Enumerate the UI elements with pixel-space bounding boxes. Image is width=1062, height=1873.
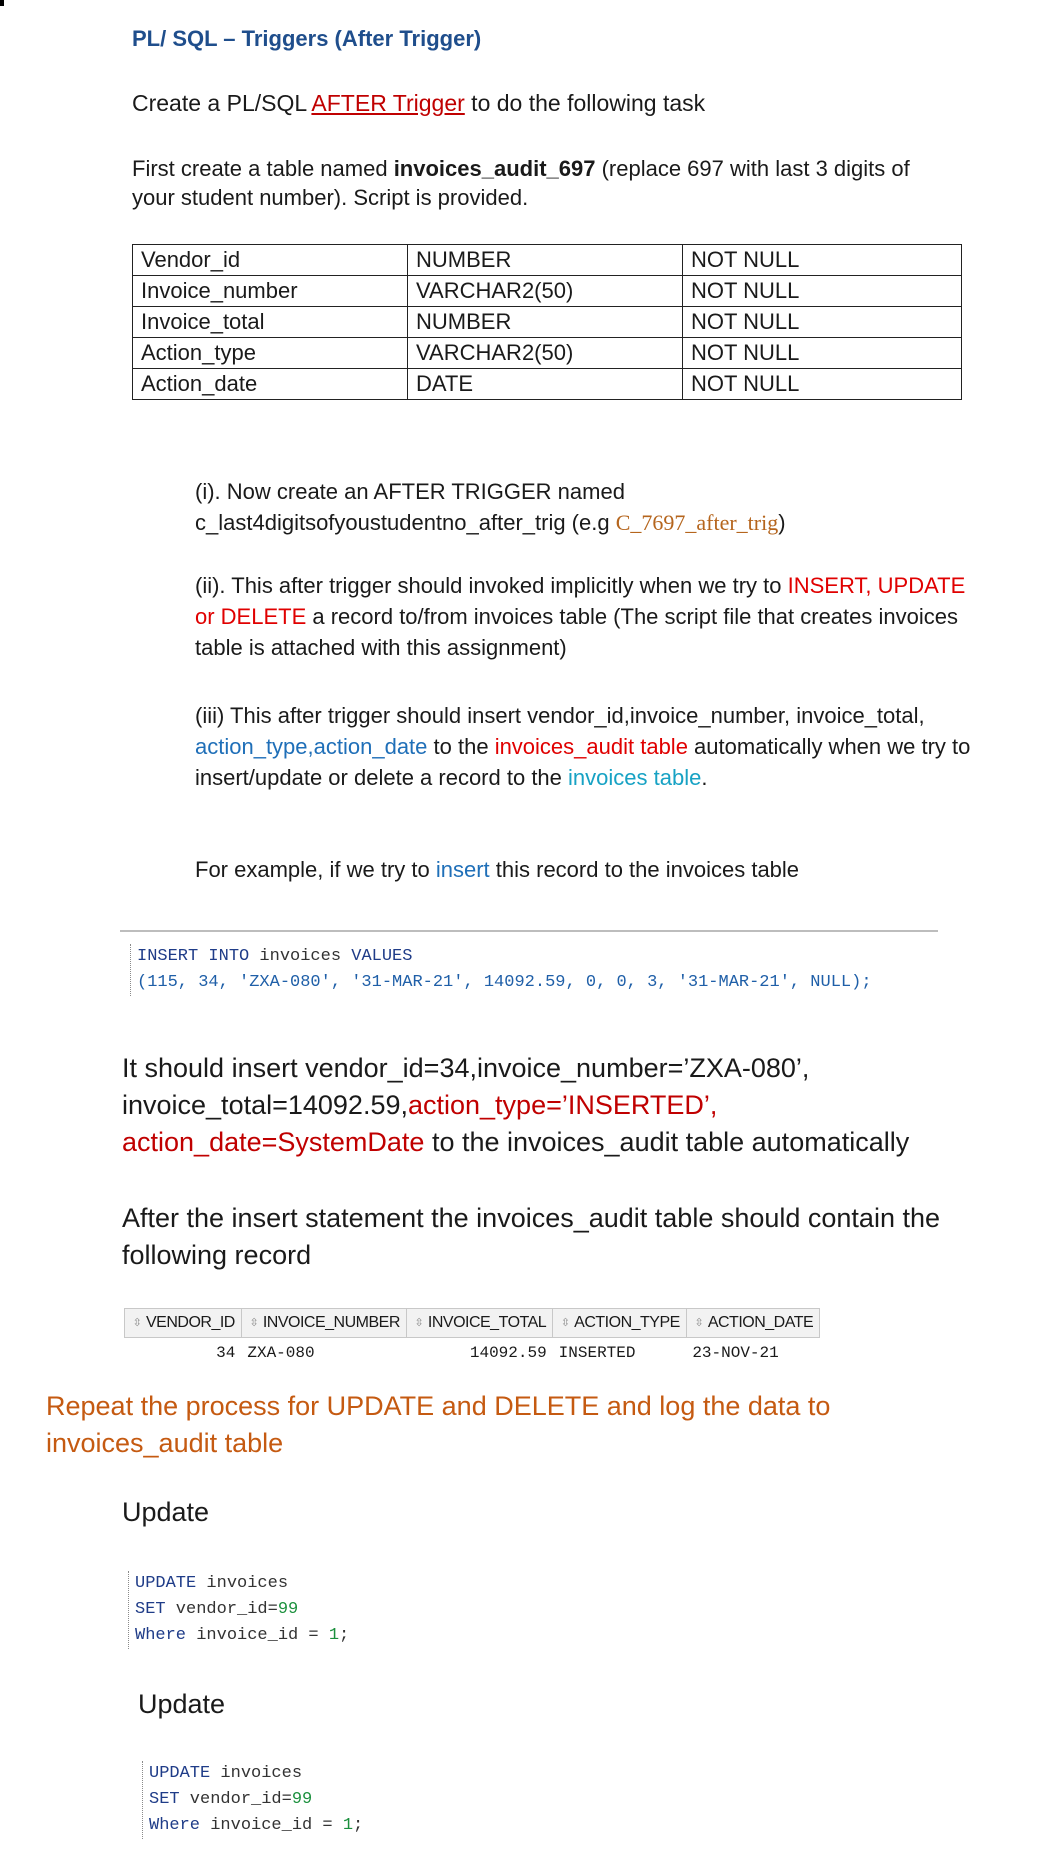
column-name-cell: Action_type xyxy=(133,338,408,369)
example-intro xyxy=(195,854,975,885)
table-row xyxy=(133,369,962,400)
intro-text: Create a PL/SQL xyxy=(132,90,312,116)
sort-icon[interactable]: ⇳ xyxy=(249,1317,259,1330)
audit-result-grid xyxy=(124,1308,820,1368)
code-line-1 xyxy=(135,1571,349,1597)
p3-c: automatically when we try to insert/update or delete a record to the xyxy=(195,734,971,790)
column-header-label: ACTION_DATE xyxy=(707,1314,814,1331)
column-header[interactable] xyxy=(125,1309,242,1338)
code-line-3 xyxy=(135,1623,349,1649)
step1-a: First create a table named xyxy=(132,156,394,181)
table-row xyxy=(133,307,962,338)
after-trigger-link[interactable]: AFTER Trigger xyxy=(311,90,465,116)
sort-icon[interactable]: ⇳ xyxy=(694,1317,704,1330)
column-header-label: INVOICE_TOTAL xyxy=(427,1314,547,1331)
column-header[interactable] xyxy=(241,1309,406,1338)
table-name: invoices_audit_697 xyxy=(393,156,596,181)
paragraph-iii xyxy=(195,700,975,793)
data-type-cell: NUMBER xyxy=(408,245,683,276)
code-number: 1 xyxy=(342,1816,354,1835)
p2-a: (ii). This after trigger should invoked implicitly when we try to xyxy=(195,573,788,598)
repeat-instruction: Repeat the process for UPDATE and DELETE and log the data to invoices_audit table xyxy=(46,1391,831,1458)
trigger-name-pattern: c_last4digitsofyoustudentno_after_trig (e.g xyxy=(195,510,616,535)
table-row xyxy=(133,338,962,369)
audit-table-ref: invoices_audit table xyxy=(494,734,688,759)
column-header-label: ACTION_TYPE xyxy=(574,1314,680,1331)
code-line-2: (115, 34, 'ZXA-080', '31-MAR-21', 14092.59, 0, 0, 3, '31-MAR-21', NULL); xyxy=(137,973,872,992)
table-cell: 14092.59 xyxy=(469,1344,547,1362)
step1-text xyxy=(132,154,942,212)
table-cell: INSERTED xyxy=(558,1344,636,1362)
code-number: 1 xyxy=(328,1626,340,1645)
column-header-label: VENDOR_ID xyxy=(146,1314,235,1331)
table-row xyxy=(133,245,962,276)
schema-table xyxy=(132,244,962,400)
paragraph-i-line1: (i). Now create an AFTER TRIGGER named xyxy=(195,479,625,504)
data-type-cell: VARCHAR2(50) xyxy=(408,338,683,369)
code-text: invoice_id = xyxy=(186,1626,329,1645)
paragraph-i xyxy=(195,476,975,538)
table-cell: 23-NOV-21 xyxy=(692,1344,779,1362)
code-number: 99 xyxy=(291,1790,313,1809)
update-heading-1: Update xyxy=(122,1497,210,1527)
column-header[interactable] xyxy=(686,1309,819,1338)
kw-insert-into: INSERT INTO xyxy=(137,947,250,966)
p3-d: . xyxy=(701,765,708,790)
step1-b: (replace 697 with last 3 digits of your student number). Script is provided. xyxy=(132,156,910,210)
constraint-cell: NOT NULL xyxy=(683,307,962,338)
p2-b: a record to/from invoices table (The script file that creates invoices table is attached with this assignment) xyxy=(195,604,958,660)
table-cell: 34 xyxy=(216,1344,236,1362)
expected-insert-text xyxy=(122,1050,1022,1161)
code-semicolon: ; xyxy=(353,1816,364,1835)
trigger-name-example: C_7697_after_trig xyxy=(615,510,779,535)
kw-where: Where xyxy=(135,1626,187,1645)
p3-a: (iii) This after trigger should insert vendor_id,invoice_number, invoice_total, xyxy=(195,703,925,728)
insert-statement-code xyxy=(130,944,872,996)
page-edge-mark xyxy=(0,0,4,6)
document-title: PL/ SQL – Triggers (After Trigger) xyxy=(132,26,482,51)
after-insert-text: After the insert statement the invoices_audit table should contain the following record xyxy=(122,1203,941,1270)
action-columns: action_type,action_date xyxy=(195,734,428,759)
data-type-cell: VARCHAR2(50) xyxy=(408,276,683,307)
update-code-1 xyxy=(128,1571,349,1649)
kw-update: UPDATE xyxy=(149,1764,211,1783)
kw-where: Where xyxy=(149,1816,201,1835)
dml-operations: INSERT, UPDATE or DELETE xyxy=(195,573,966,629)
column-header[interactable] xyxy=(406,1309,552,1338)
constraint-cell: NOT NULL xyxy=(683,276,962,307)
code-line-2 xyxy=(135,1597,349,1623)
update-code-2 xyxy=(142,1761,363,1839)
table-cell: ZXA-080 xyxy=(247,1344,315,1362)
data-type-cell: NUMBER xyxy=(408,307,683,338)
column-header[interactable] xyxy=(553,1309,687,1338)
paragraph-ii xyxy=(195,570,975,663)
kw-update: UPDATE xyxy=(135,1574,197,1593)
code-line-2 xyxy=(149,1787,363,1813)
constraint-cell: NOT NULL xyxy=(683,369,962,400)
code-text: vendor_id= xyxy=(179,1790,292,1809)
column-name-cell: Invoice_number xyxy=(133,276,408,307)
code-text: invoices xyxy=(196,1574,289,1593)
intro-line xyxy=(132,90,705,117)
p3-b: to the xyxy=(427,734,495,759)
code-line-1 xyxy=(137,944,872,970)
insert-word: insert xyxy=(435,857,490,882)
code-text: invoices xyxy=(210,1764,303,1783)
data-type-cell: DATE xyxy=(408,369,683,400)
b1-a: It should insert vendor_id=34,invoice_number=’ZXA-080’, invoice_total=14092.59, xyxy=(122,1053,810,1120)
sort-icon[interactable]: ⇳ xyxy=(414,1317,424,1330)
code-divider xyxy=(120,930,938,932)
kw-values: VALUES xyxy=(351,947,413,966)
b1-red: action_type=’INSERTED’, action_date=SystemDate xyxy=(122,1090,718,1157)
table-row xyxy=(133,276,962,307)
column-name-cell: Vendor_id xyxy=(133,245,408,276)
kw-set: SET xyxy=(135,1600,166,1619)
kw-set: SET xyxy=(149,1790,180,1809)
column-header-label: INVOICE_NUMBER xyxy=(262,1314,400,1331)
b1-b: to the invoices_audit table automatically xyxy=(424,1127,910,1157)
column-name-cell: Invoice_total xyxy=(133,307,408,338)
code-line-1 xyxy=(149,1761,363,1787)
code-table-name: invoices xyxy=(249,947,352,966)
sort-icon[interactable]: ⇳ xyxy=(560,1317,570,1330)
constraint-cell: NOT NULL xyxy=(683,338,962,369)
column-name-cell: Action_date xyxy=(133,369,408,400)
p4-b: this record to the invoices table xyxy=(489,857,800,882)
code-semicolon: ; xyxy=(339,1626,350,1645)
sort-icon[interactable]: ⇳ xyxy=(132,1317,142,1330)
update-heading-2: Update xyxy=(138,1689,226,1719)
paragraph-i-line2 xyxy=(195,507,975,538)
code-number: 99 xyxy=(277,1600,299,1619)
code-text: vendor_id= xyxy=(165,1600,278,1619)
paren-close: ) xyxy=(778,510,786,535)
code-line-3 xyxy=(149,1813,363,1839)
table-row xyxy=(125,1338,820,1369)
constraint-cell: NOT NULL xyxy=(683,245,962,276)
intro-text-end: to do the following task xyxy=(464,90,706,116)
p4-a: For example, if we try to xyxy=(195,857,436,882)
invoices-table-ref: invoices table xyxy=(568,765,702,790)
code-text: invoice_id = xyxy=(200,1816,343,1835)
